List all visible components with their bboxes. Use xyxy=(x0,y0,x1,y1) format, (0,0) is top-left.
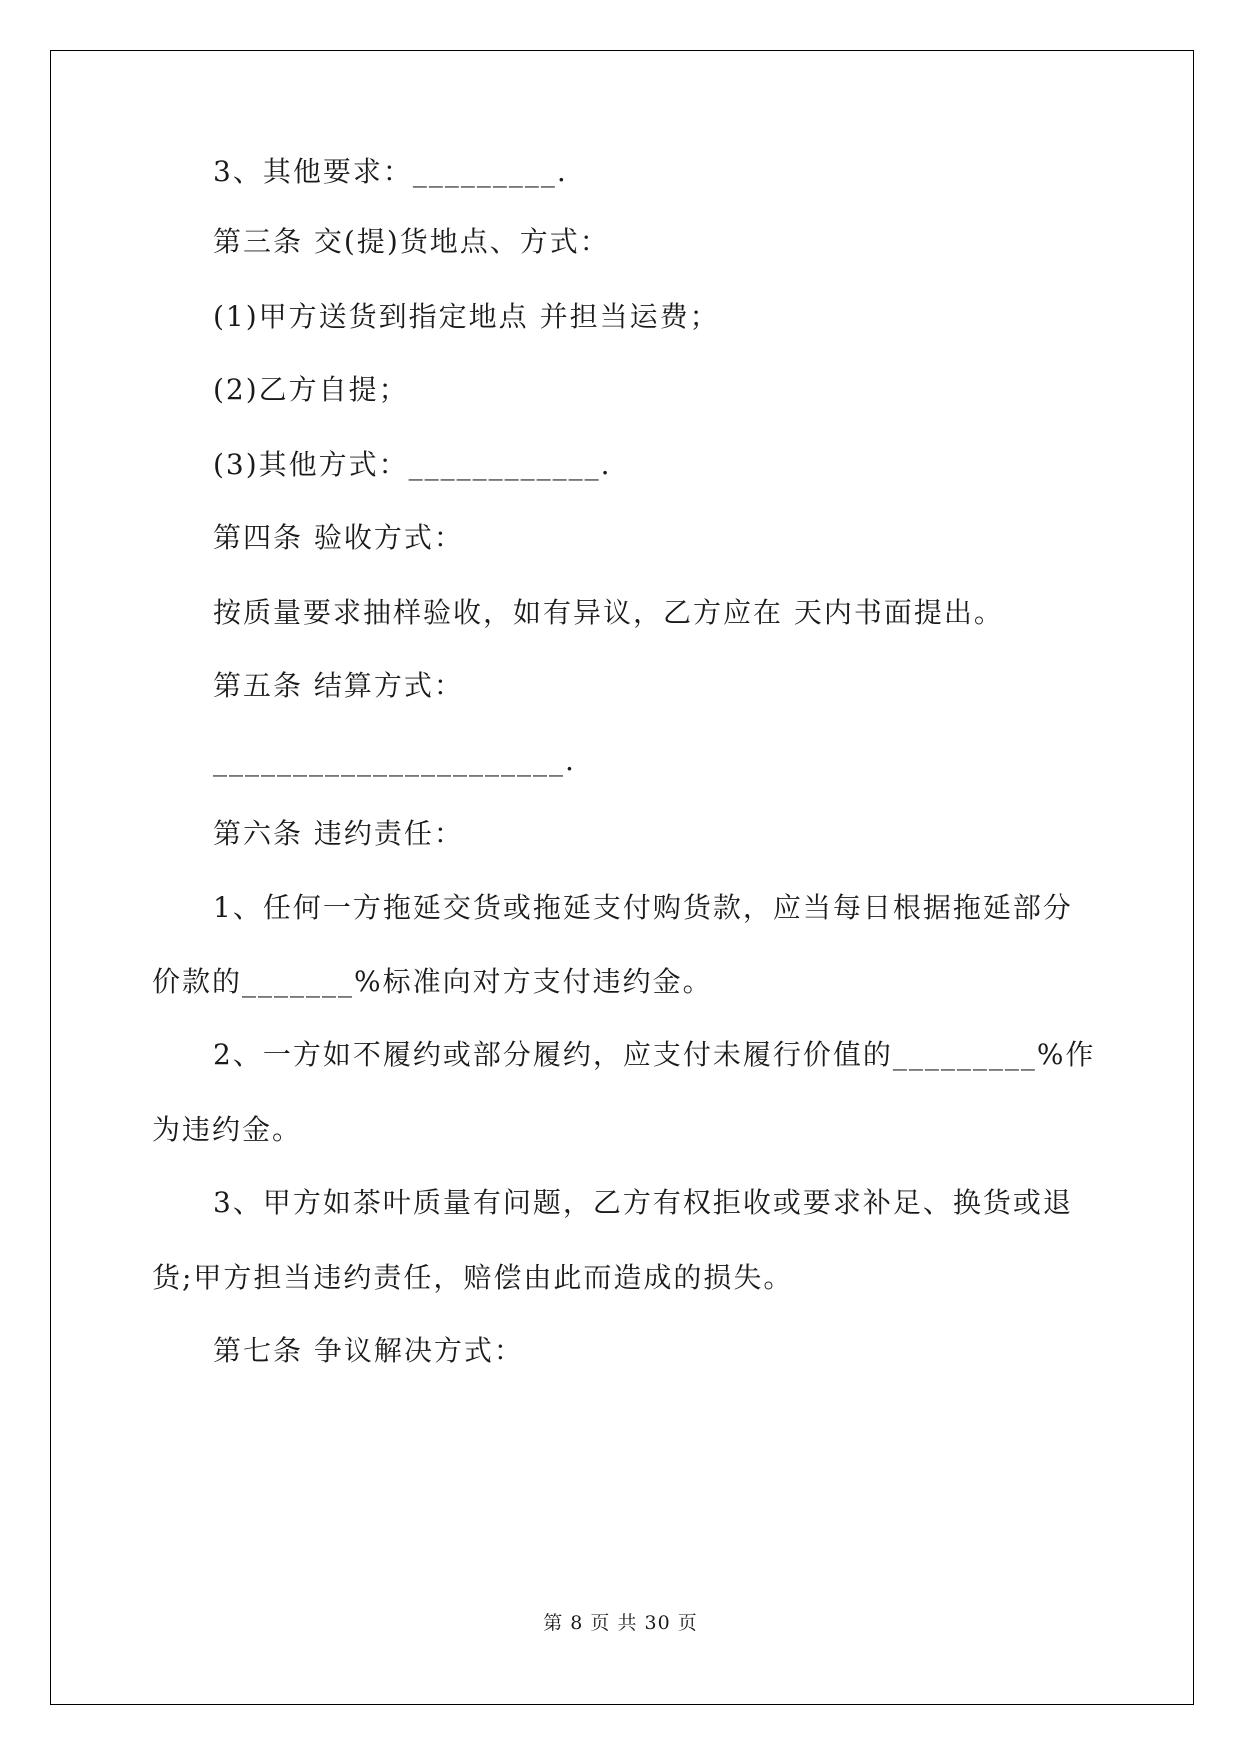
article-3-heading: 第三条 交(提)货地点、方式： xyxy=(213,225,610,258)
settlement-blank: ______________________. xyxy=(213,744,576,777)
liability-clause-1-line-2: 价款的_______%标准向对方支付违约金。 xyxy=(152,965,713,998)
liability-clause-2-line-2: 为违约金。 xyxy=(152,1113,303,1146)
liability-clause-3-line-2: 货;甲方担当违约责任，赔偿由此而造成的损失。 xyxy=(152,1261,794,1294)
liability-clause-2-line-1: 2、一方如不履约或部分履约，应支付未履行价值的_________%作 xyxy=(213,1038,1096,1071)
delivery-option-2: (2)乙方自提； xyxy=(213,373,409,406)
page-number-footer: 第 8 页 共 30 页 xyxy=(543,1612,698,1634)
clause-3-other-requirements: 3、其他要求：_________. xyxy=(213,155,568,188)
liability-clause-3-line-1: 3、甲方如茶叶质量有问题，乙方有权拒收或要求补足、换货或退 xyxy=(213,1186,1073,1219)
delivery-option-3: (3)其他方式：____________. xyxy=(213,448,612,481)
article-4-heading: 第四条 验收方式： xyxy=(213,521,464,554)
liability-clause-1-line-1: 1、任何一方拖延交货或拖延支付购货款，应当每日根据拖延部分 xyxy=(213,891,1073,924)
inspection-text: 按质量要求抽样验收，如有异议，乙方应在 天内书面提出。 xyxy=(213,596,1004,629)
article-6-heading: 第六条 违约责任： xyxy=(213,817,464,850)
article-7-heading: 第七条 争议解决方式： xyxy=(213,1334,524,1367)
article-5-heading: 第五条 结算方式： xyxy=(213,669,464,702)
delivery-option-1: (1)甲方送货到指定地点 并担当运费； xyxy=(213,300,720,333)
